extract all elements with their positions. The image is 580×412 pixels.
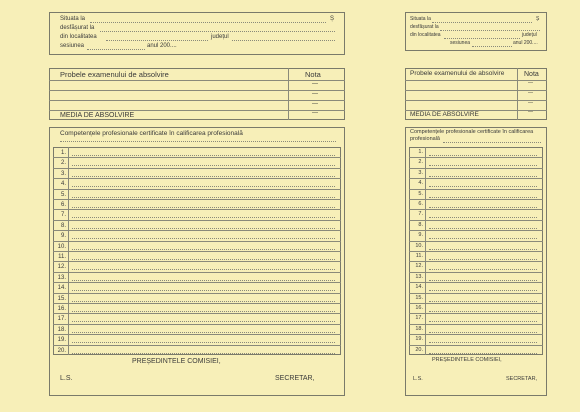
right-row-number: 12.	[415, 263, 423, 270]
left-row-number: 2.	[60, 160, 66, 167]
left-row-separator	[53, 209, 341, 210]
left-row-writing-line	[72, 165, 335, 166]
right-row-writing-line	[429, 301, 537, 302]
right-exam-col-divider	[517, 68, 518, 120]
right-row-separator	[409, 303, 543, 304]
right-header-line3-end: județul	[522, 32, 537, 38]
left-row-number: 10.	[57, 243, 66, 250]
left-row-separator	[53, 313, 341, 314]
right-row-number: 17.	[415, 315, 423, 322]
right-row-writing-line	[429, 165, 537, 166]
left-header-line2: desfășurat la	[60, 25, 95, 31]
right-row-separator	[409, 189, 543, 190]
left-row-separator	[53, 282, 341, 283]
right-row-separator	[409, 272, 543, 273]
left-exam-row-line2	[49, 90, 345, 91]
left-row-writing-line	[72, 321, 335, 322]
right-row-writing-line	[429, 155, 537, 156]
right-row-number: 16.	[415, 305, 423, 311]
right-row-separator	[409, 178, 543, 179]
left-row-separator	[53, 189, 341, 190]
left-row-number: 12.	[57, 264, 66, 271]
right-row-writing-line	[429, 332, 537, 333]
left-row-separator	[53, 230, 341, 231]
left-row-separator	[53, 324, 341, 325]
left-row-number: 20.	[57, 347, 66, 354]
right-row-writing-line	[429, 290, 537, 291]
right-exam-col2-header: Nota	[524, 71, 539, 78]
right-header-line4-mid: anul 200....	[513, 40, 538, 46]
left-row-number: 1.	[60, 150, 66, 156]
left-exam-row-line1	[49, 80, 345, 81]
right-header-line1-end: Ș	[536, 16, 540, 22]
left-row-number: 6.	[60, 202, 66, 208]
left-row-writing-line	[72, 353, 335, 354]
left-row-writing-line	[72, 186, 335, 187]
right-exam-footer: MEDIA DE ABSOLVIRE	[410, 111, 479, 118]
left-row-writing-line	[72, 332, 335, 333]
left-row-number: 4.	[60, 181, 66, 188]
left-row-separator	[53, 303, 341, 304]
right-row-separator	[409, 199, 543, 200]
left-row-writing-line	[72, 342, 335, 343]
left-row-separator	[53, 293, 341, 294]
left-exam-row-line3	[49, 100, 345, 101]
right-row-separator	[409, 313, 543, 314]
right-header-line1: Situata la	[410, 16, 431, 22]
left-ls-label: L.S.	[60, 375, 73, 382]
left-row-writing-line	[72, 269, 335, 270]
left-president-label: PREȘEDINTELE COMISIEI,	[132, 358, 221, 365]
left-row-writing-line	[72, 280, 335, 281]
right-row-separator	[409, 230, 543, 231]
right-ls-label: L.S.	[413, 376, 423, 382]
right-row-separator	[409, 345, 543, 346]
left-row-writing-line	[72, 311, 335, 312]
right-competencies-title: Competențele profesionale certificate în calificarea	[410, 129, 534, 135]
right-row-separator	[409, 241, 543, 242]
left-row-separator	[53, 157, 341, 158]
left-row-number: 3.	[60, 170, 66, 177]
left-competencies-title: Competențele profesionale certificate în calificarea profesională	[60, 130, 243, 137]
left-row-number: 13.	[57, 274, 66, 281]
right-row-separator	[409, 293, 543, 294]
left-header-dots4	[87, 49, 145, 50]
right-header-dots3	[444, 38, 520, 39]
right-row-number: 4.	[418, 180, 423, 187]
right-exam-row-line3	[405, 100, 547, 101]
right-row-writing-line	[429, 197, 537, 198]
left-exam-footer: MEDIA DE ABSOLVIRE	[60, 112, 135, 119]
right-row-separator	[409, 220, 543, 221]
left-row-writing-line	[72, 249, 335, 250]
left-row-writing-line	[72, 228, 335, 229]
right-header-dots1	[432, 22, 532, 23]
right-row-separator	[409, 209, 543, 210]
left-header-dots1	[90, 22, 326, 23]
right-row-writing-line	[429, 269, 537, 270]
right-header-line2: desfășurat la	[410, 24, 439, 30]
left-row-number: 15.	[57, 295, 66, 302]
left-row-writing-line	[72, 301, 335, 302]
left-row-separator	[53, 241, 341, 242]
left-row-number: 18.	[57, 326, 66, 333]
right-header-dots4	[472, 46, 512, 47]
right-row-writing-line	[429, 280, 537, 281]
left-header-line3: din localitatea	[60, 34, 97, 40]
right-row-number: 20.	[415, 346, 423, 353]
left-row-number: 14.	[57, 285, 66, 292]
right-row-separator	[409, 168, 543, 169]
right-row-separator	[409, 324, 543, 325]
right-president-label: PREȘEDINTELE COMISIEI,	[432, 357, 502, 363]
left-row-number: 11.	[58, 254, 66, 260]
left-row-separator	[53, 251, 341, 252]
left-header-line4: sesiunea	[60, 43, 85, 49]
right-exam-col1-header: Probele examenului de absolvire	[410, 70, 505, 77]
left-row-writing-line	[72, 238, 335, 239]
right-row-number: 13.	[415, 273, 423, 280]
left-row-separator	[53, 261, 341, 262]
right-row-writing-line	[429, 207, 537, 208]
right-row-number: 19.	[415, 336, 423, 343]
right-row-writing-line	[429, 311, 537, 312]
right-row-number: 5.	[418, 190, 423, 197]
left-header-line1-end: Ș	[330, 16, 335, 22]
right-row-writing-line	[429, 342, 537, 343]
right-row-writing-line	[429, 249, 537, 250]
right-row-separator	[409, 334, 543, 335]
left-header-line4-mid: anul 200....	[147, 43, 177, 49]
left-row-number: 16.	[57, 306, 66, 312]
left-row-writing-line	[72, 176, 335, 177]
left-secretary-label: SECRETAR,	[275, 375, 315, 382]
left-row-writing-line	[72, 155, 335, 156]
right-header-dots2	[440, 30, 540, 31]
right-header-line4: sesiunea	[450, 40, 471, 46]
left-exam-dash2: —	[312, 91, 318, 97]
left-row-number: 9.	[60, 233, 66, 240]
left-row-separator	[53, 272, 341, 273]
left-row-number: 5.	[60, 191, 66, 198]
left-row-separator	[53, 199, 341, 200]
left-row-number: 8.	[60, 222, 66, 229]
right-exam-dash4: —	[528, 109, 533, 115]
left-header-dots3a	[106, 40, 208, 41]
left-exam-dash1: —	[312, 81, 318, 87]
left-row-number: 19.	[57, 337, 66, 344]
right-row-separator	[409, 251, 543, 252]
right-row-number: 8.	[418, 221, 423, 228]
left-exam-col2-header: Nota	[305, 70, 321, 79]
right-row-number: 7.	[418, 211, 423, 218]
right-competencies-title-line2: profesională	[410, 136, 440, 142]
left-row-separator	[53, 220, 341, 221]
right-row-number: 10.	[415, 242, 423, 249]
right-exam-row-line2	[405, 90, 547, 91]
right-row-writing-line	[429, 228, 537, 229]
right-row-number: 14.	[415, 284, 423, 291]
right-row-writing-line	[429, 259, 537, 260]
left-row-separator	[53, 178, 341, 179]
left-exam-col-divider	[288, 68, 289, 120]
left-header-line1: Situata la	[60, 16, 86, 22]
left-row-writing-line	[72, 217, 335, 218]
left-row-writing-line	[72, 259, 335, 260]
left-exam-row-line4	[49, 110, 345, 111]
left-row-number: 7.	[60, 212, 66, 219]
right-exam-dash3: —	[528, 100, 533, 106]
left-header-dots3b	[232, 40, 335, 41]
right-row-number: 2.	[418, 159, 423, 166]
left-row-separator	[53, 345, 341, 346]
right-competencies-title-dots	[443, 142, 541, 143]
left-row-separator	[53, 334, 341, 335]
right-row-number: 18.	[415, 325, 423, 332]
right-row-number: 9.	[418, 232, 423, 239]
right-exam-dash1: —	[528, 80, 533, 86]
right-row-separator	[409, 261, 543, 262]
right-row-writing-line	[429, 353, 537, 354]
right-row-separator	[409, 282, 543, 283]
right-row-writing-line	[429, 238, 537, 239]
right-row-number: 3.	[418, 169, 423, 176]
left-row-writing-line	[72, 197, 335, 198]
right-row-writing-line	[429, 321, 537, 322]
left-header-line3-mid: județul	[211, 34, 229, 40]
right-row-number: 15.	[415, 294, 423, 301]
right-secretary-label: SECRETAR,	[506, 376, 538, 382]
right-exam-row-line1	[405, 80, 547, 81]
right-row-separator	[409, 157, 543, 158]
right-row-number: 11.	[415, 253, 423, 259]
left-competencies-title-dots	[60, 141, 336, 142]
left-exam-dash3: —	[312, 101, 318, 107]
left-row-number: 17.	[57, 316, 66, 323]
right-row-writing-line	[429, 176, 537, 177]
left-row-separator	[53, 168, 341, 169]
left-header-dots2	[100, 31, 335, 32]
left-exam-dash4: —	[312, 110, 318, 116]
right-row-number: 6.	[418, 201, 423, 207]
right-row-writing-line	[429, 217, 537, 218]
right-exam-dash2: —	[528, 90, 533, 96]
left-exam-col1-header: Probele examenului de absolvire	[60, 70, 169, 79]
left-row-writing-line	[72, 290, 335, 291]
right-row-number: 1.	[418, 149, 423, 155]
left-row-writing-line	[72, 207, 335, 208]
right-header-line3: din localitatea	[410, 32, 441, 38]
right-row-writing-line	[429, 186, 537, 187]
